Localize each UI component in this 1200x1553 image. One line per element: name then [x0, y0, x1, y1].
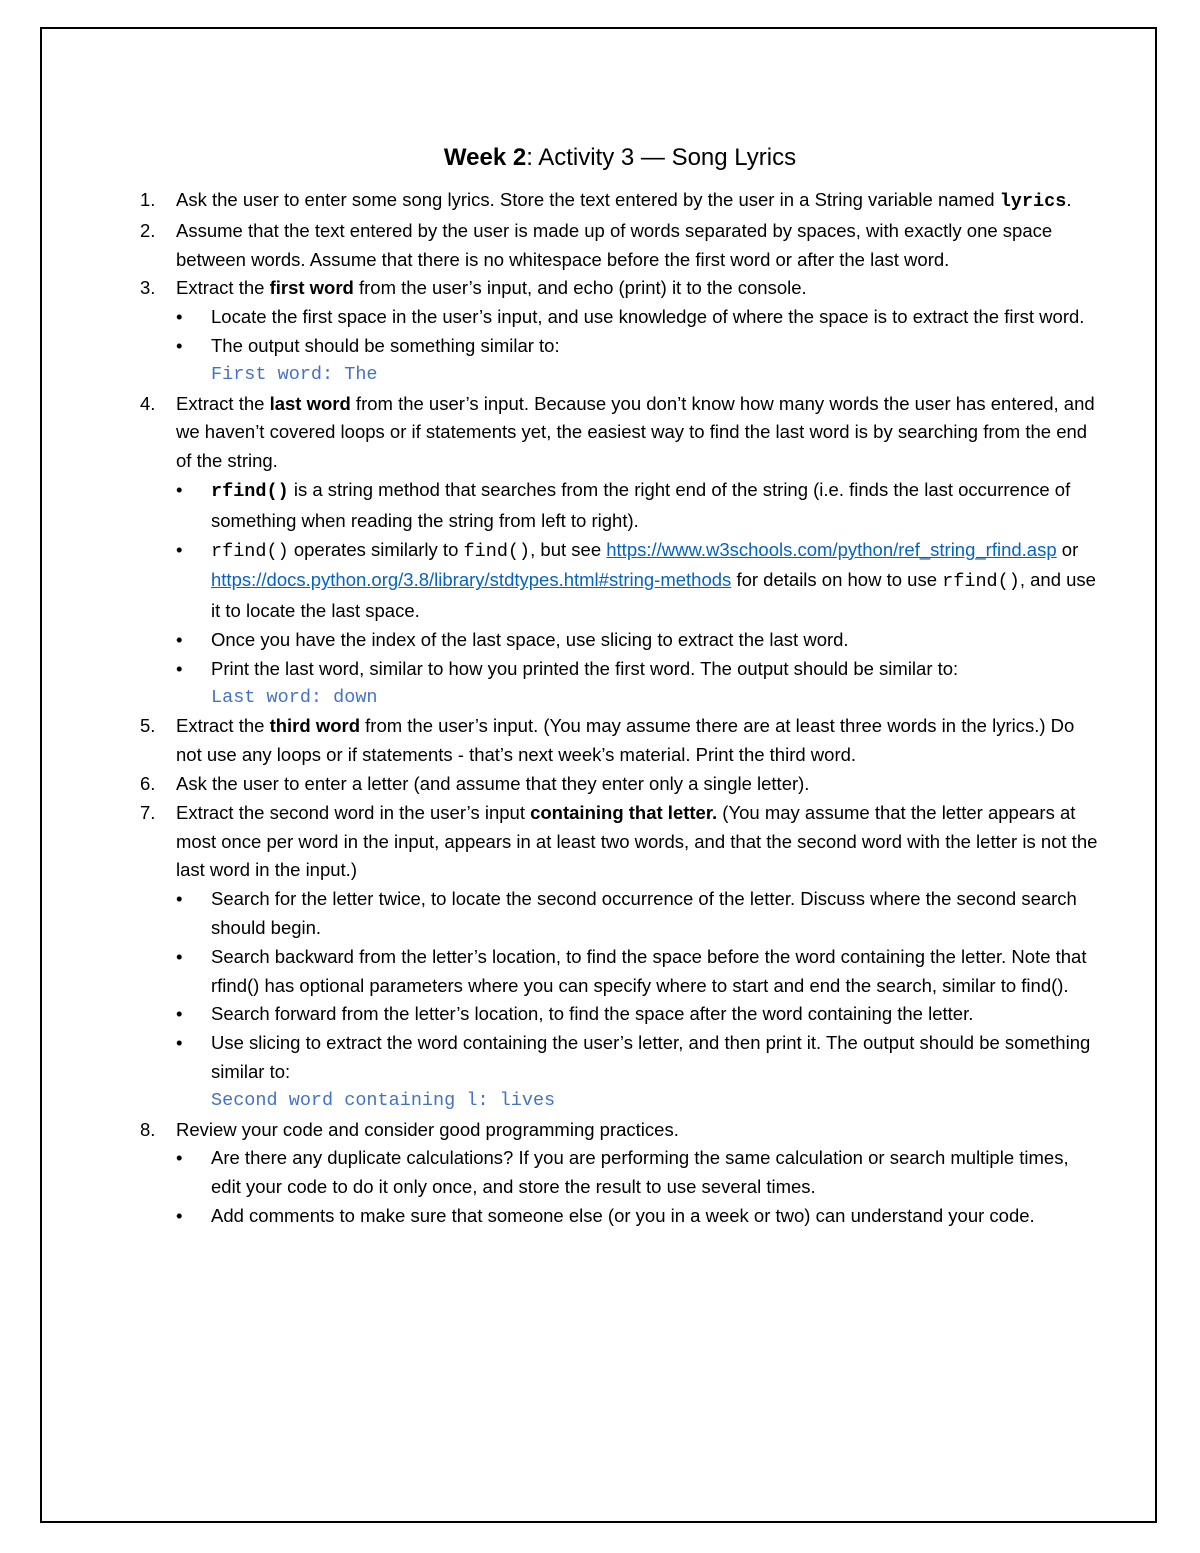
console-output: Second word containing l: lives	[211, 1089, 556, 1111]
bullet-item: • Locate the first space in the user’s input, and use knowledge of where the space is to extract the first word.	[176, 306, 1085, 328]
bullet-item: • rfind() is a string method that searches from the right end of the string (i.e. finds the last occurrence of something when reading the string from left to right).	[176, 478, 1071, 531]
document-body	[140, 140, 1100, 1231]
bullet-item: • Once you have the index of the last space, use slicing to extract the last word.	[176, 628, 849, 650]
sub-list-container	[140, 476, 1100, 712]
bullet-item: • Search forward from the letter’s location, to find the space after the word containing the letter.	[176, 1003, 974, 1025]
bullet-item: • Search backward from the letter’s location, to find the space before the word containing the letter. Note that rfind() has optional parameters where you can specify where to start and end the search, similar to find().	[176, 945, 1087, 996]
code-lyrics: lyrics	[999, 191, 1067, 212]
list-item: 4. Extract the last word from the user’s input. Because you don’t know how many words the user has entered, and we haven’t covered loops or if statements yet, the easiest way to find the last word is by searching from the end of the string.	[140, 392, 1095, 472]
list-item: 8. Review your code and consider good programming practices.	[140, 1118, 679, 1140]
sub-list-container	[140, 885, 1100, 1115]
sub-list-container	[140, 303, 1100, 389]
list-item: 1. Ask the user to enter some song lyrics. Store the text entered by the user in a String variable named lyrics.	[140, 189, 1072, 212]
console-output: First word: The	[211, 363, 378, 385]
bullet-item: • Use slicing to extract the word containing the user’s letter, and then print it. The output should be something similar to: Second word containing l: lives	[140, 1029, 1100, 1115]
list-item: 3. Extract the first word from the user’s input, and echo (print) it to the console.	[140, 277, 807, 299]
bullet-item: • Add comments to make sure that someone else (or you in a week or two) can understand your code.	[176, 1204, 1035, 1226]
steps-list	[140, 186, 1100, 1231]
python-docs-link[interactable]: https://docs.python.org/3.8/library/stdtypes.html#string-methods	[211, 569, 732, 591]
list-item: 5. Extract the third word from the user’s input. (You may assume there are at least three words in the lyrics.) Do not use any loops or if statements - that’s next week’s material. Print the third word.	[140, 715, 1075, 766]
bullet-item: • Are there any duplicate calculations? If you are performing the same calculation or search multiple times, edit your code to do it only once, and store the result to use several times.	[176, 1147, 1069, 1198]
console-output: Last word: down	[211, 686, 378, 708]
w3schools-link[interactable]: https://www.w3schools.com/python/ref_string_rfind.asp	[606, 538, 1057, 560]
page-title: Week 2: Activity 3 — Song Lyrics	[443, 144, 797, 171]
sub-list-container	[140, 1144, 1100, 1230]
list-item: 2. Assume that the text entered by the user is made up of words separated by spaces, with exactly one space between words. Assume that there is no whitespace before the first word or after the last word.	[140, 219, 1053, 270]
list-item: 6. Ask the user to enter a letter (and assume that they enter only a single letter).	[140, 772, 810, 794]
bullet-item: • The output should be something similar to: First word: The	[140, 332, 1100, 390]
bullet-item: • rfind() operates similarly to find(), but see https://www.w3schools.com/python/ref_string_rfind.asp or https://docs.python.org/3.8/library/stdtypes.html#string-methods for details on how to use rfind(), and use it to locate the last space.	[176, 538, 1096, 622]
bullet-item: • Search for the letter twice, to locate the second occurrence of the letter. Discuss where the second search should begin.	[176, 888, 1077, 938]
list-item: 7. Extract the second word in the user’s input containing that letter. (You may assume that the letter appears at most once per word in the input, appears in at least two words, and that the second word with the letter is not the last word in the input.)	[140, 801, 1098, 881]
bullet-item: • Print the last word, similar to how you printed the first word. The output should be similar to: Last word: down	[140, 655, 1100, 713]
